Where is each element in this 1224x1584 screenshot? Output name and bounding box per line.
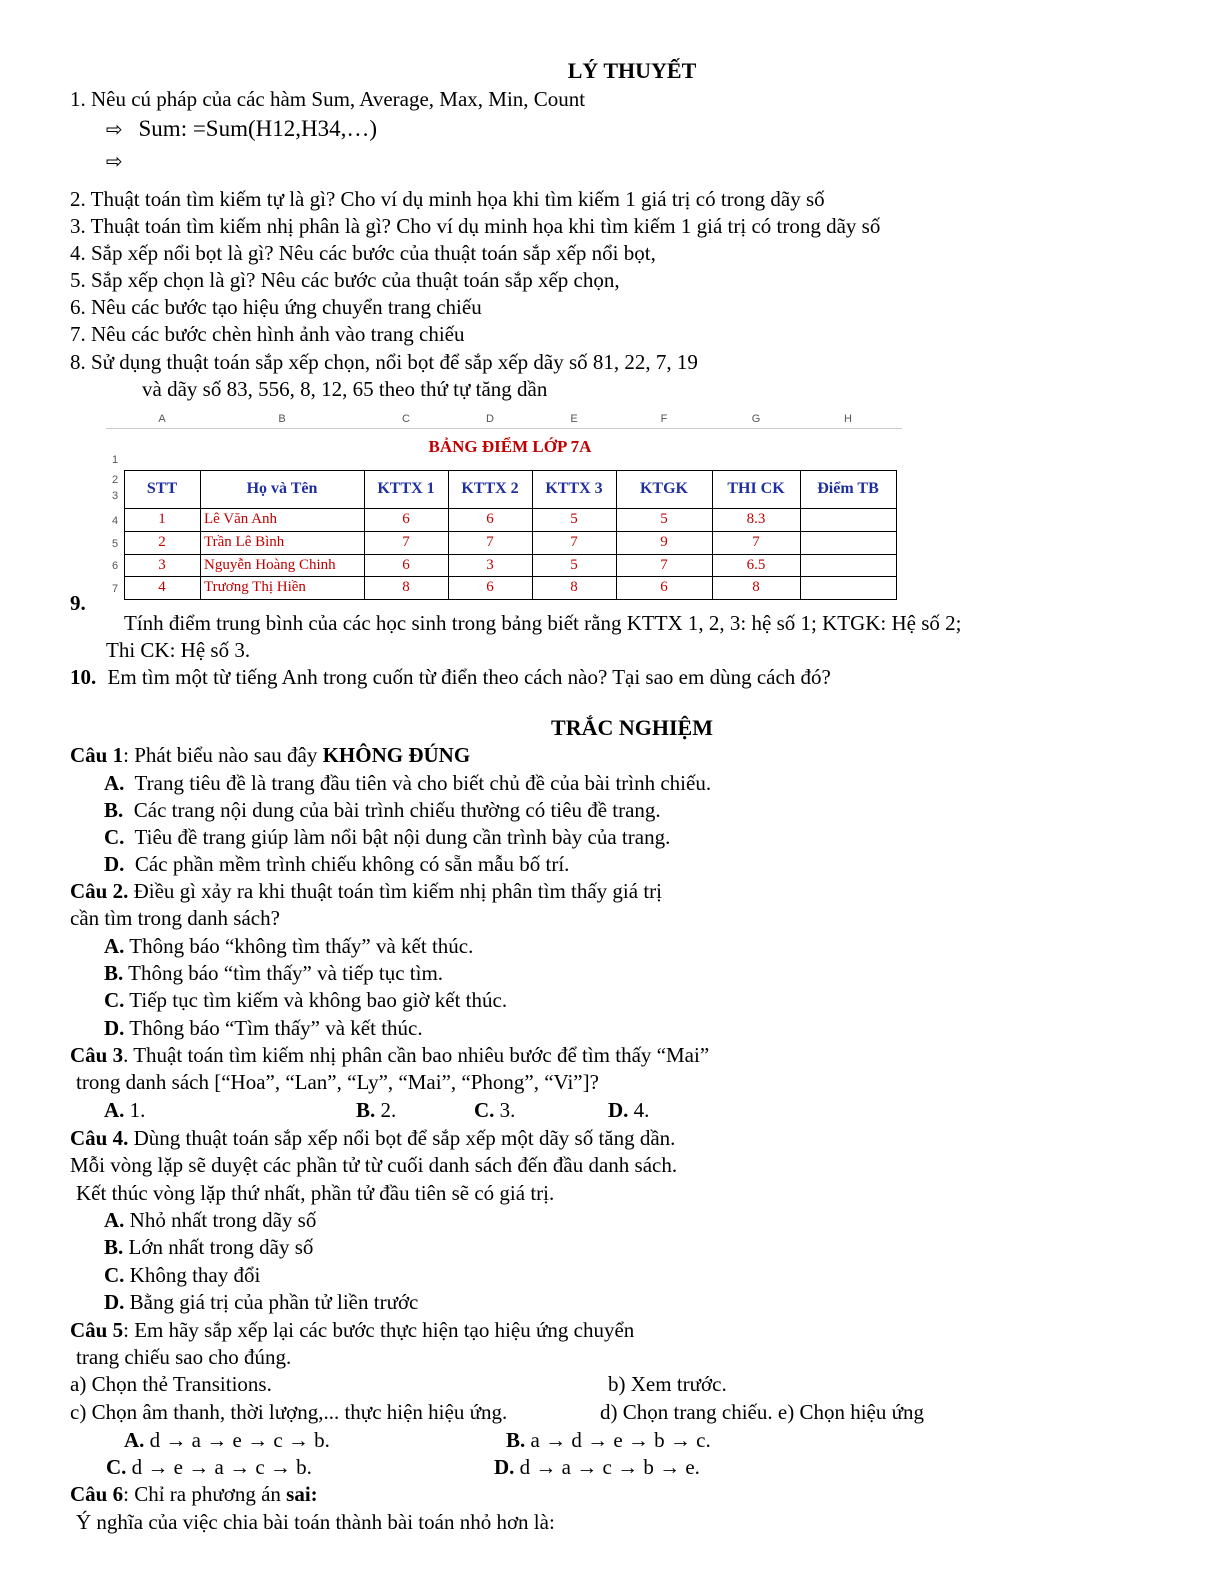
table-cell: 6: [660, 579, 668, 595]
question-9: Tính điểm trung bình của các học sinh trong bảng biết rằng KTTX 1, 2, 3: hệ số 1; KTGK: Hệ số 2;: [124, 611, 962, 635]
table-cell: 8: [570, 579, 578, 595]
row-number: 1: [111, 454, 119, 466]
row-number: 7: [111, 583, 119, 595]
row-number: 6: [111, 560, 119, 572]
question-c1: Câu 1: Phát biểu nào sau đây KHÔNG ĐÚNG: [70, 743, 471, 767]
c5-option-d[interactable]: D. d → a → c → b → e.: [494, 1455, 700, 1479]
sum-syntax: Sum: =Sum(H12,H34,…): [138, 116, 378, 141]
arrow-right-icon: ⇨: [106, 149, 123, 173]
col-letter: G: [751, 413, 761, 425]
question-6: 6. Nêu các bước tạo hiệu ứng chuyển trang chiếu: [70, 295, 482, 319]
col-letter: D: [486, 413, 494, 425]
header-thick: THI CK: [727, 480, 785, 497]
row-number: 5: [111, 538, 119, 550]
c2-option-d[interactable]: D. Thông báo “Tìm thấy” và kết thúc.: [104, 1016, 423, 1040]
header-kttx3: KTTX 3: [545, 480, 603, 497]
c1-option-a[interactable]: A. Trang tiêu đề là trang đầu tiên và cho biết chủ đề của bài trình chiếu.: [104, 771, 712, 795]
question-c6: Câu 6: Chỉ ra phương án sai:: [70, 1482, 318, 1506]
col-letter: F: [660, 413, 668, 425]
c4-option-a[interactable]: A. Nhỏ nhất trong dãy số: [104, 1208, 317, 1232]
question-2: 2. Thuật toán tìm kiếm tự là gì? Cho ví dụ minh họa khi tìm kiếm 1 giá trị có trong dãy số: [70, 187, 825, 211]
question-8: 8. Sử dụng thuật toán sắp xếp chọn, nổi bọt để sắp xếp dãy số 81, 22, 7, 19: [70, 350, 698, 374]
c4-option-d[interactable]: D. Bằng giá trị của phần tử liền trước: [104, 1290, 419, 1314]
table-cell: 5: [570, 511, 578, 527]
student-name-cell: Trương Thị Hiền: [204, 579, 306, 595]
c2-option-b[interactable]: B. Thông báo “tìm thấy” và tiếp tục tìm.: [104, 961, 444, 985]
table-cell: 8.3: [746, 511, 766, 527]
question-c5-cont: trang chiếu sao cho đúng.: [76, 1345, 292, 1369]
c1-option-b[interactable]: B. Các trang nội dung của bài trình chiếu thường có tiêu đề trang.: [104, 798, 661, 822]
c1-option-c[interactable]: C. Tiêu đề trang giúp làm nổi bật nội dung cần trình bày của trang.: [104, 825, 671, 849]
question-c2-cont: cần tìm trong danh sách?: [70, 906, 280, 930]
question-c3: Câu 3. Thuật toán tìm kiếm nhị phân cần bao nhiêu bước để tìm thấy “Mai”: [70, 1043, 710, 1067]
table-cell: 7: [402, 534, 410, 550]
header-diemtb: Điểm TB: [817, 480, 879, 497]
row-number: 3: [111, 490, 119, 502]
col-letter: E: [570, 413, 578, 425]
c4-option-c[interactable]: C. Không thay đổi: [104, 1263, 261, 1287]
table-cell: 7: [752, 534, 760, 550]
table-cell: 6: [402, 511, 410, 527]
question-9-number: 9.: [70, 591, 86, 615]
question-c4-cont: Mỗi vòng lặp sẽ duyệt các phần tử từ cuối danh sách đến đầu danh sách.: [70, 1153, 678, 1177]
col-letter: A: [158, 413, 166, 425]
quiz-heading: TRẮC NGHIỆM: [551, 715, 713, 740]
col-letter: H: [844, 413, 852, 425]
table-cell: 9: [660, 534, 668, 550]
table-cell: 7: [486, 534, 494, 550]
table-cell: 7: [570, 534, 578, 550]
table-cell: 5: [660, 511, 668, 527]
table-cell: 3: [486, 557, 494, 573]
question-10: 10. Em tìm một từ tiếng Anh trong cuốn từ điển theo cách nào? Tại sao em dùng cách đó?: [70, 665, 831, 689]
table-cell: 6: [402, 557, 410, 573]
c5-step-a: a) Chọn thẻ Transitions.: [70, 1372, 272, 1396]
c2-option-c[interactable]: C. Tiếp tục tìm kiếm và không bao giờ kết thúc.: [104, 988, 508, 1012]
c3-option-d[interactable]: D. 4.: [608, 1098, 650, 1122]
question-4: 4. Sắp xếp nổi bọt là gì? Nêu các bước của thuật toán sắp xếp nổi bọt,: [70, 241, 656, 265]
header-stt: STT: [146, 480, 178, 497]
header-name: Họ và Tên: [246, 480, 318, 497]
col-letter: C: [402, 413, 410, 425]
student-name-cell: Nguyễn Hoàng Chinh: [204, 557, 336, 573]
theory-heading: LÝ THUYẾT: [567, 58, 697, 83]
table-cell: 6: [486, 511, 494, 527]
question-c5: Câu 5: Em hãy sắp xếp lại các bước thực hiện tạo hiệu ứng chuyển: [70, 1318, 635, 1342]
row-number: 2: [111, 474, 119, 486]
table-cell: 6: [486, 579, 494, 595]
c2-option-a[interactable]: A. Thông báo “không tìm thấy” và kết thúc.: [104, 934, 474, 958]
table-cell: 4: [158, 579, 166, 595]
row-number: 4: [111, 515, 119, 527]
c5-option-c[interactable]: C. d → e → a → c → b.: [106, 1455, 312, 1479]
table-cell: 7: [660, 557, 668, 573]
col-letter: B: [278, 413, 286, 425]
c5-step-c: c) Chọn âm thanh, thời lượng,... thực hiện hiệu ứng.: [70, 1400, 508, 1424]
c3-option-c[interactable]: C. 3.: [474, 1098, 516, 1122]
question-c6-cont: Ý nghĩa của việc chia bài toán thành bài toán nhỏ hơn là:: [76, 1510, 555, 1534]
question-c4-cont2: Kết thúc vòng lặp thứ nhất, phần tử đầu tiên sẽ có giá trị.: [76, 1181, 555, 1205]
c5-option-a[interactable]: A. d → a → e → c → b.: [124, 1428, 330, 1452]
c5-option-b[interactable]: B. a → d → e → b → c.: [506, 1428, 711, 1452]
question-1: 1. Nêu cú pháp của các hàm Sum, Average, Max, Min, Count: [70, 87, 586, 111]
c5-step-b: b) Xem trước.: [608, 1372, 727, 1396]
question-8-cont: và dãy số 83, 556, 8, 12, 65 theo thứ tự tăng dần: [142, 377, 548, 401]
header-kttx1: KTTX 1: [377, 480, 435, 497]
header-ktgk: KTGK: [639, 480, 688, 497]
c5-step-de: d) Chọn trang chiếu. e) Chọn hiệu ứng: [600, 1400, 924, 1424]
student-name-cell: Trần Lê Bình: [204, 534, 285, 550]
question-7: 7. Nêu các bước chèn hình ảnh vào trang chiếu: [70, 322, 465, 346]
table-cell: 3: [158, 557, 166, 573]
table-cell: 5: [570, 557, 578, 573]
header-kttx2: KTTX 2: [461, 480, 519, 497]
arrow-right-icon: ⇨: [106, 117, 123, 141]
sheet-title: BẢNG ĐIỂM LỚP 7A: [428, 437, 592, 456]
question-5: 5. Sắp xếp chọn là gì? Nêu các bước của thuật toán sắp xếp chọn,: [70, 268, 620, 292]
question-c3-cont: trong danh sách [“Hoa”, “Lan”, “Ly”, “Mai”, “Phong”, “Vi”]?: [76, 1070, 599, 1094]
question-1-sum: [106, 116, 377, 142]
grade-spreadsheet: [106, 410, 902, 610]
table-cell: 8: [752, 579, 760, 595]
question-c4: Câu 4. Dùng thuật toán sắp xếp nổi bọt để sắp xếp một dãy số tăng dần.: [70, 1126, 676, 1150]
table-cell: 1: [158, 511, 166, 527]
question-c2: Câu 2. Điều gì xảy ra khi thuật toán tìm kiếm nhị phân tìm thấy giá trị: [70, 879, 663, 903]
c1-option-d[interactable]: D. Các phần mềm trình chiếu không có sẵn mẫu bố trí.: [104, 852, 570, 876]
table-cell: 6.5: [746, 557, 766, 573]
c3-option-a[interactable]: A. 1.: [104, 1098, 146, 1122]
c4-option-b[interactable]: B. Lớn nhất trong dãy số: [104, 1235, 314, 1259]
table-cell: 2: [158, 534, 166, 550]
c3-option-b[interactable]: B. 2.: [356, 1098, 397, 1122]
table-cell: 8: [402, 579, 410, 595]
question-9-cont: Thi CK: Hệ số 3.: [106, 638, 251, 662]
student-name-cell: Lê Văn Anh: [204, 511, 278, 527]
question-3: 3. Thuật toán tìm kiếm nhị phân là gì? Cho ví dụ minh họa khi tìm kiếm 1 giá trị có trong dãy số: [70, 214, 881, 238]
